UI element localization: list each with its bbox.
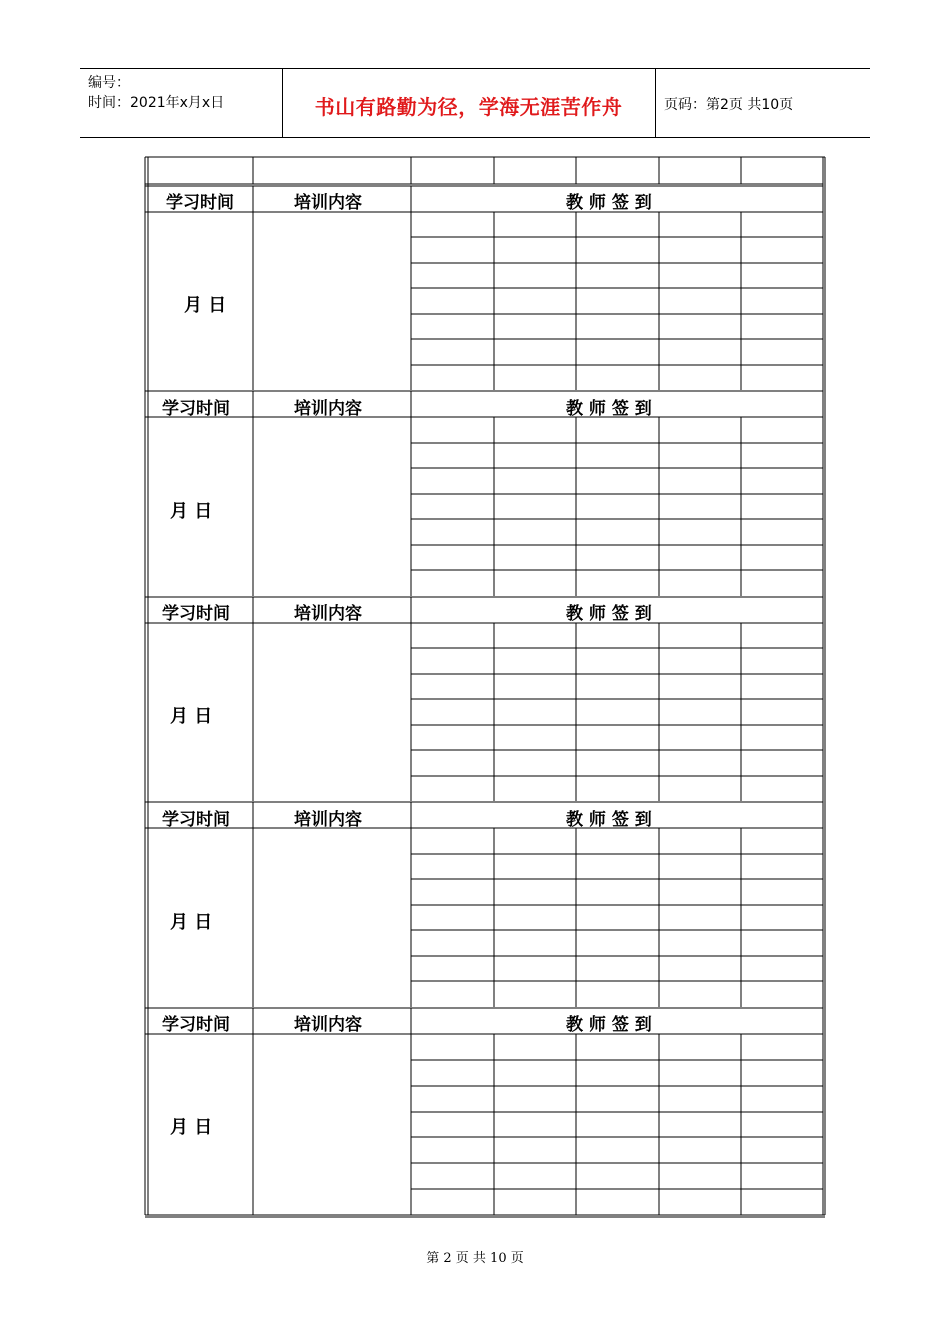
time-column-header: 学习时间	[166, 193, 234, 213]
teacher-sign-header: 教 师 签 到	[566, 1015, 652, 1035]
teacher-sign-header: 教 师 签 到	[566, 810, 652, 830]
content-column-header: 培训内容	[294, 1015, 362, 1035]
teacher-sign-header: 教 师 签 到	[566, 604, 652, 624]
date-cell[interactable]: 月 日	[170, 1117, 213, 1138]
teacher-sign-header: 教 师 签 到	[566, 399, 652, 419]
header-motto: 书山有路勤为径，学海无涯苦作舟	[314, 95, 623, 119]
date-cell[interactable]: 月 日	[170, 706, 213, 727]
date-cell[interactable]: 月 日	[170, 912, 213, 933]
content-column-header: 培训内容	[294, 810, 362, 830]
content-column-header: 培训内容	[294, 604, 362, 624]
page-footer: 第 2 页 共 10 页	[426, 1251, 524, 1266]
time-column-header: 学习时间	[162, 810, 230, 830]
content-column-header: 培训内容	[294, 193, 362, 213]
date-cell[interactable]: 月 日	[170, 501, 213, 522]
header-page-info: 页码：第2页 共10页	[664, 97, 794, 113]
teacher-sign-header: 教 师 签 到	[566, 193, 652, 213]
time-column-header: 学习时间	[162, 399, 230, 419]
time-label: 时间：2021年x月x日	[88, 95, 225, 111]
time-column-header: 学习时间	[162, 1015, 230, 1035]
date-cell[interactable]: 月 日	[184, 295, 227, 316]
content-column-header: 培训内容	[294, 399, 362, 419]
number-label: 编号：	[88, 75, 130, 91]
time-column-header: 学习时间	[162, 604, 230, 624]
